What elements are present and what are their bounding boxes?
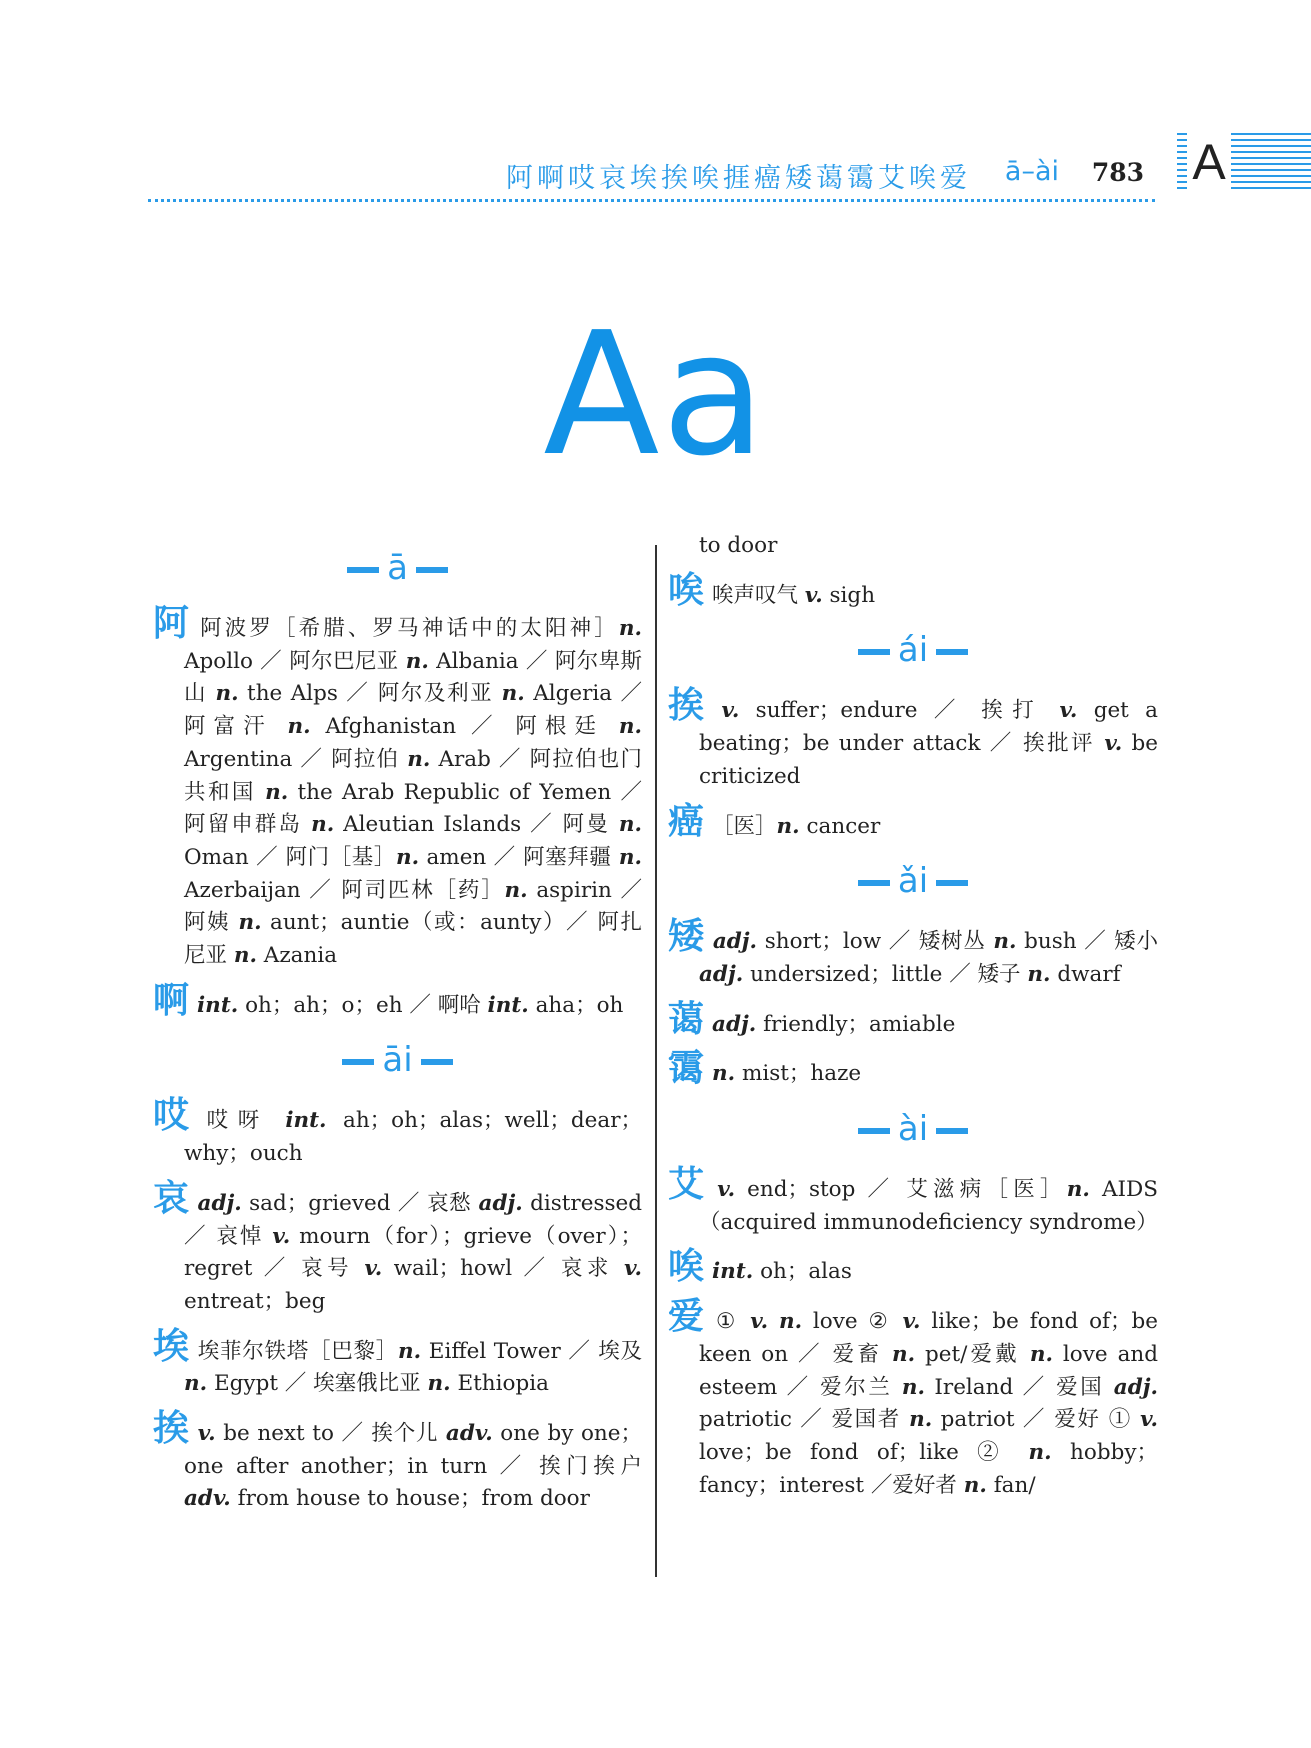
entry-text: Aleutian Islands ／ 阿曼 [334, 812, 619, 838]
heading-dash-left [858, 649, 890, 655]
part-of-speech: n. [265, 779, 289, 805]
entry-text: distressed ／ 哀悼 [184, 1190, 642, 1249]
thumb-index-letter: A [1187, 132, 1231, 192]
part-of-speech: n. [618, 812, 642, 838]
entry-text: suffer；endure ／ 挨打 [739, 698, 1060, 724]
entry-text: Eiffel Tower ／ 埃及 [421, 1338, 642, 1364]
part-of-speech: adj. [712, 1011, 757, 1037]
part-of-speech: int. [487, 992, 529, 1018]
dictionary-entry [668, 569, 1158, 613]
part-of-speech: v. [364, 1256, 383, 1282]
part-of-speech: n. [501, 681, 525, 707]
entry-text: cancer [799, 813, 881, 839]
entry-text: dwarf [1050, 961, 1121, 987]
entry-text: one by one；one after another；in turn ／ 挨门挨户 [184, 1421, 642, 1479]
entry-text: Ethiopia [450, 1371, 549, 1397]
part-of-speech: int. [285, 1108, 327, 1134]
part-of-speech: n. [963, 1472, 987, 1498]
entry-text: 哎呀 [206, 1108, 286, 1134]
pinyin-label: ái [897, 630, 929, 671]
part-of-speech: v. [804, 582, 823, 608]
pinyin-section-heading [153, 1036, 642, 1084]
dictionary-entry [153, 1325, 642, 1401]
entry-text: get a beating；be under attack ／ 挨批评 [699, 698, 1158, 757]
entry-text: fan/ [986, 1472, 1036, 1498]
entry-text: Algeria ／ 阿富汗 [184, 681, 642, 740]
right-column [668, 530, 1158, 1514]
entry-headword: 蔼 [668, 998, 705, 1040]
page-number: 783 [1091, 158, 1144, 187]
pinyin-label: ǎi [897, 861, 929, 902]
heading-dash-left [858, 1128, 890, 1134]
entry-text: Afghanistan ／ 阿根廷 [310, 714, 619, 740]
part-of-speech: adv. [184, 1486, 231, 1512]
entry-text: Ireland ／ 爱国 [925, 1374, 1114, 1400]
entry-headword: 埃 [153, 1325, 190, 1367]
heading-dash-right [936, 1128, 968, 1134]
entry-headword: 矮 [668, 916, 705, 958]
dictionary-entry [668, 1164, 1158, 1239]
dictionary-entry [668, 916, 1158, 991]
part-of-speech: n. [233, 943, 257, 969]
entry-text: ① [716, 1309, 751, 1335]
entry-text: aspirin ／ 阿姨 [184, 877, 642, 936]
entry-text: sigh [822, 582, 876, 608]
part-of-speech: n. [1027, 961, 1051, 987]
part-of-speech: n. [778, 1309, 803, 1335]
entry-text: Oman ／ 阿门［基］ [184, 844, 396, 870]
part-of-speech: v. [197, 1421, 216, 1447]
entry-headword: 唉 [668, 1246, 705, 1288]
entry-text: AIDS（acquired immunodeficiency syndrome） [699, 1177, 1158, 1235]
dictionary-entry [668, 1048, 1158, 1091]
part-of-speech: n. [618, 714, 642, 740]
part-of-speech: v. [717, 1177, 736, 1203]
part-of-speech: n. [405, 648, 429, 674]
part-of-speech: n. [238, 910, 262, 936]
entry-text: oh；ah；o；eh ／ 啊哈 [238, 992, 488, 1018]
entry-text: sad；grieved ／ 哀愁 [241, 1190, 479, 1216]
heading-dash-left [342, 1059, 374, 1065]
entry-continuation: to door [699, 533, 778, 558]
running-header [0, 150, 1311, 210]
part-of-speech: adj. [197, 1190, 242, 1216]
dictionary-entry [668, 800, 1158, 844]
part-of-speech: adj. [712, 929, 758, 955]
entry-headword: 爱 [668, 1296, 709, 1338]
column-divider [655, 545, 657, 1577]
entry-text: pet/爱戴 [915, 1341, 1030, 1367]
part-of-speech: v. [902, 1309, 921, 1335]
dictionary-entry [668, 998, 1158, 1042]
entry-text: Apollo ／ 阿尔巴尼亚 [184, 648, 406, 674]
pinyin-section-heading [153, 544, 642, 592]
dictionary-entry [668, 1296, 1159, 1502]
entry-text: patriot ／ 爱好 ① [932, 1407, 1141, 1433]
entry-headword: 哀 [153, 1177, 190, 1219]
entry-text: bush ／ 矮小 [1016, 929, 1158, 955]
heading-dash-right [421, 1059, 453, 1065]
entry-text: like；be fond of；be keen on ／ 爱畜 [699, 1309, 1158, 1367]
entry-text: from house to house；from door [230, 1486, 590, 1512]
entry-text: love；be fond of；like ② [699, 1439, 1029, 1465]
entry-text: amen ／ 阿塞拜疆 [419, 844, 619, 870]
entry-text: Argentina ／ 阿拉伯 [184, 746, 408, 772]
part-of-speech: v. [1104, 731, 1123, 757]
entry-text: Egypt ／ 埃塞俄比亚 [207, 1371, 428, 1397]
heading-dash-right [936, 880, 968, 886]
pinyin-label: ā [387, 548, 408, 588]
entry-text: be criticized [699, 731, 1158, 789]
pinyin-section-heading [668, 1105, 1158, 1153]
entry-headword: 哎 [153, 1095, 199, 1137]
entry-text: 阿波罗［希腊、罗马神话中的太阳神］ [200, 616, 619, 641]
pinyin-label: āi [382, 1040, 413, 1081]
entry-text: patriotic ／ 爱国者 [699, 1407, 910, 1433]
entry-text: end；stop ／ 艾滋病［医］ [735, 1177, 1067, 1203]
entry-text: be next to ／ 挨个儿 [215, 1421, 446, 1447]
dictionary-entry [153, 603, 643, 973]
part-of-speech: n. [901, 1374, 925, 1400]
part-of-speech: n. [993, 929, 1017, 955]
dictionary-entry [153, 979, 642, 1023]
part-of-speech: v. [750, 1309, 769, 1335]
part-of-speech: n. [395, 844, 420, 870]
part-of-speech: n. [215, 681, 239, 707]
part-of-speech: n. [311, 812, 335, 838]
part-of-speech: n. [427, 1371, 451, 1397]
part-of-speech: v. [272, 1223, 291, 1249]
dictionary-entry [153, 1095, 642, 1170]
entry-text: 唉声叹气 [712, 582, 805, 608]
header-pinyin-range: ā–ài [1004, 156, 1059, 187]
part-of-speech: n. [618, 616, 642, 641]
part-of-speech: n. [184, 1371, 208, 1397]
part-of-speech: v. [721, 698, 740, 724]
header-dotted-rule [148, 199, 1155, 202]
dictionary-entry [668, 685, 1158, 793]
pinyin-section-heading [668, 626, 1158, 674]
entry-text: short；low ／ 矮树丛 [757, 929, 994, 955]
part-of-speech: n. [1029, 1341, 1053, 1367]
pinyin-section-heading [668, 857, 1158, 905]
part-of-speech: n. [909, 1407, 933, 1433]
part-of-speech: n. [891, 1341, 916, 1367]
entry-headword: 阿 [153, 603, 193, 644]
part-of-speech: n. [504, 877, 528, 903]
part-of-speech: n. [712, 1061, 736, 1087]
entry-text: ［医］ [712, 813, 777, 839]
entry-text: friendly；amiable [756, 1011, 956, 1037]
part-of-speech: n. [287, 714, 311, 740]
dictionary-entry [668, 1246, 1158, 1289]
entry-headword: 癌 [668, 800, 705, 842]
part-of-speech: n. [1028, 1439, 1052, 1465]
heading-dash-right [936, 649, 968, 655]
entry-headword: 艾 [668, 1164, 710, 1206]
entry-text: Azerbaijan ／ 阿司匹林［药］ [184, 877, 505, 903]
entry-text: oh；alas [753, 1259, 852, 1285]
entry-text: love and esteem ／ 爱尔兰 [699, 1341, 1159, 1400]
section-letter-title: Aa [543, 296, 768, 494]
part-of-speech: n. [618, 844, 642, 870]
entry-headword: 霭 [668, 1048, 705, 1090]
part-of-speech: v. [624, 1256, 642, 1282]
heading-dash-left [347, 567, 379, 573]
entry-text: ah；oh；alas；well；dear；why；ouch [184, 1108, 642, 1167]
part-of-speech: n. [398, 1338, 422, 1364]
part-of-speech: n. [1066, 1177, 1090, 1203]
entry-text: Arab ／ 阿拉伯也门共和国 [184, 746, 642, 805]
entry-text: aha；oh [528, 992, 624, 1018]
heading-dash-right [416, 567, 448, 573]
entry-text: undersized；little ／ 矮子 [743, 961, 1028, 987]
entry-headword: 唉 [668, 569, 705, 611]
entry-text: the Alps ／ 阿尔及利亚 [238, 681, 502, 707]
entry-text [768, 1309, 779, 1334]
part-of-speech: adj. [699, 961, 744, 987]
left-column [153, 530, 642, 1528]
part-of-speech: adv. [445, 1421, 493, 1447]
dictionary-entry [153, 1177, 643, 1319]
part-of-speech: n. [407, 746, 431, 772]
heading-dash-left [858, 880, 890, 886]
entry-text: love ② [802, 1309, 903, 1335]
entry-text: Azania [256, 943, 338, 969]
entry-headword: 啊 [153, 979, 190, 1021]
entry-text: hobby；fancy；interest ／爱好者 [699, 1439, 1158, 1498]
pinyin-label: ài [897, 1109, 929, 1150]
entry-text: mourn（for）；grieve（over）；regret ／ 哀号 [184, 1223, 643, 1282]
part-of-speech: int. [197, 992, 239, 1018]
entry-text: 埃菲尔铁塔［巴黎］ [197, 1338, 399, 1364]
entry-text: the Arab Republic of Yemen ／ 阿留申群岛 [184, 779, 642, 838]
part-of-speech: v. [1140, 1407, 1158, 1433]
entry-headword: 挨 [153, 1408, 190, 1450]
entry-text: mist；haze [735, 1061, 862, 1087]
part-of-speech: n. [776, 813, 800, 839]
entry-text: entreat；beg [184, 1288, 326, 1314]
dictionary-entry [153, 1408, 642, 1516]
part-of-speech: int. [712, 1259, 754, 1285]
part-of-speech: adj. [478, 1190, 523, 1216]
entry-text: wail；howl ／ 哀求 [382, 1256, 625, 1282]
entry-text: aunt；auntie（或：aunty）／ 阿扎尼亚 [184, 910, 643, 969]
part-of-speech: v. [1059, 698, 1078, 724]
entry-headword: 挨 [668, 685, 714, 727]
part-of-speech: adj. [1113, 1374, 1158, 1400]
header-index-characters: 阿啊哎哀埃挨唉捱癌矮蔼霭艾唉爱 [506, 163, 971, 194]
entry-text: Albania ／ 阿尔卑斯山 [184, 648, 643, 707]
